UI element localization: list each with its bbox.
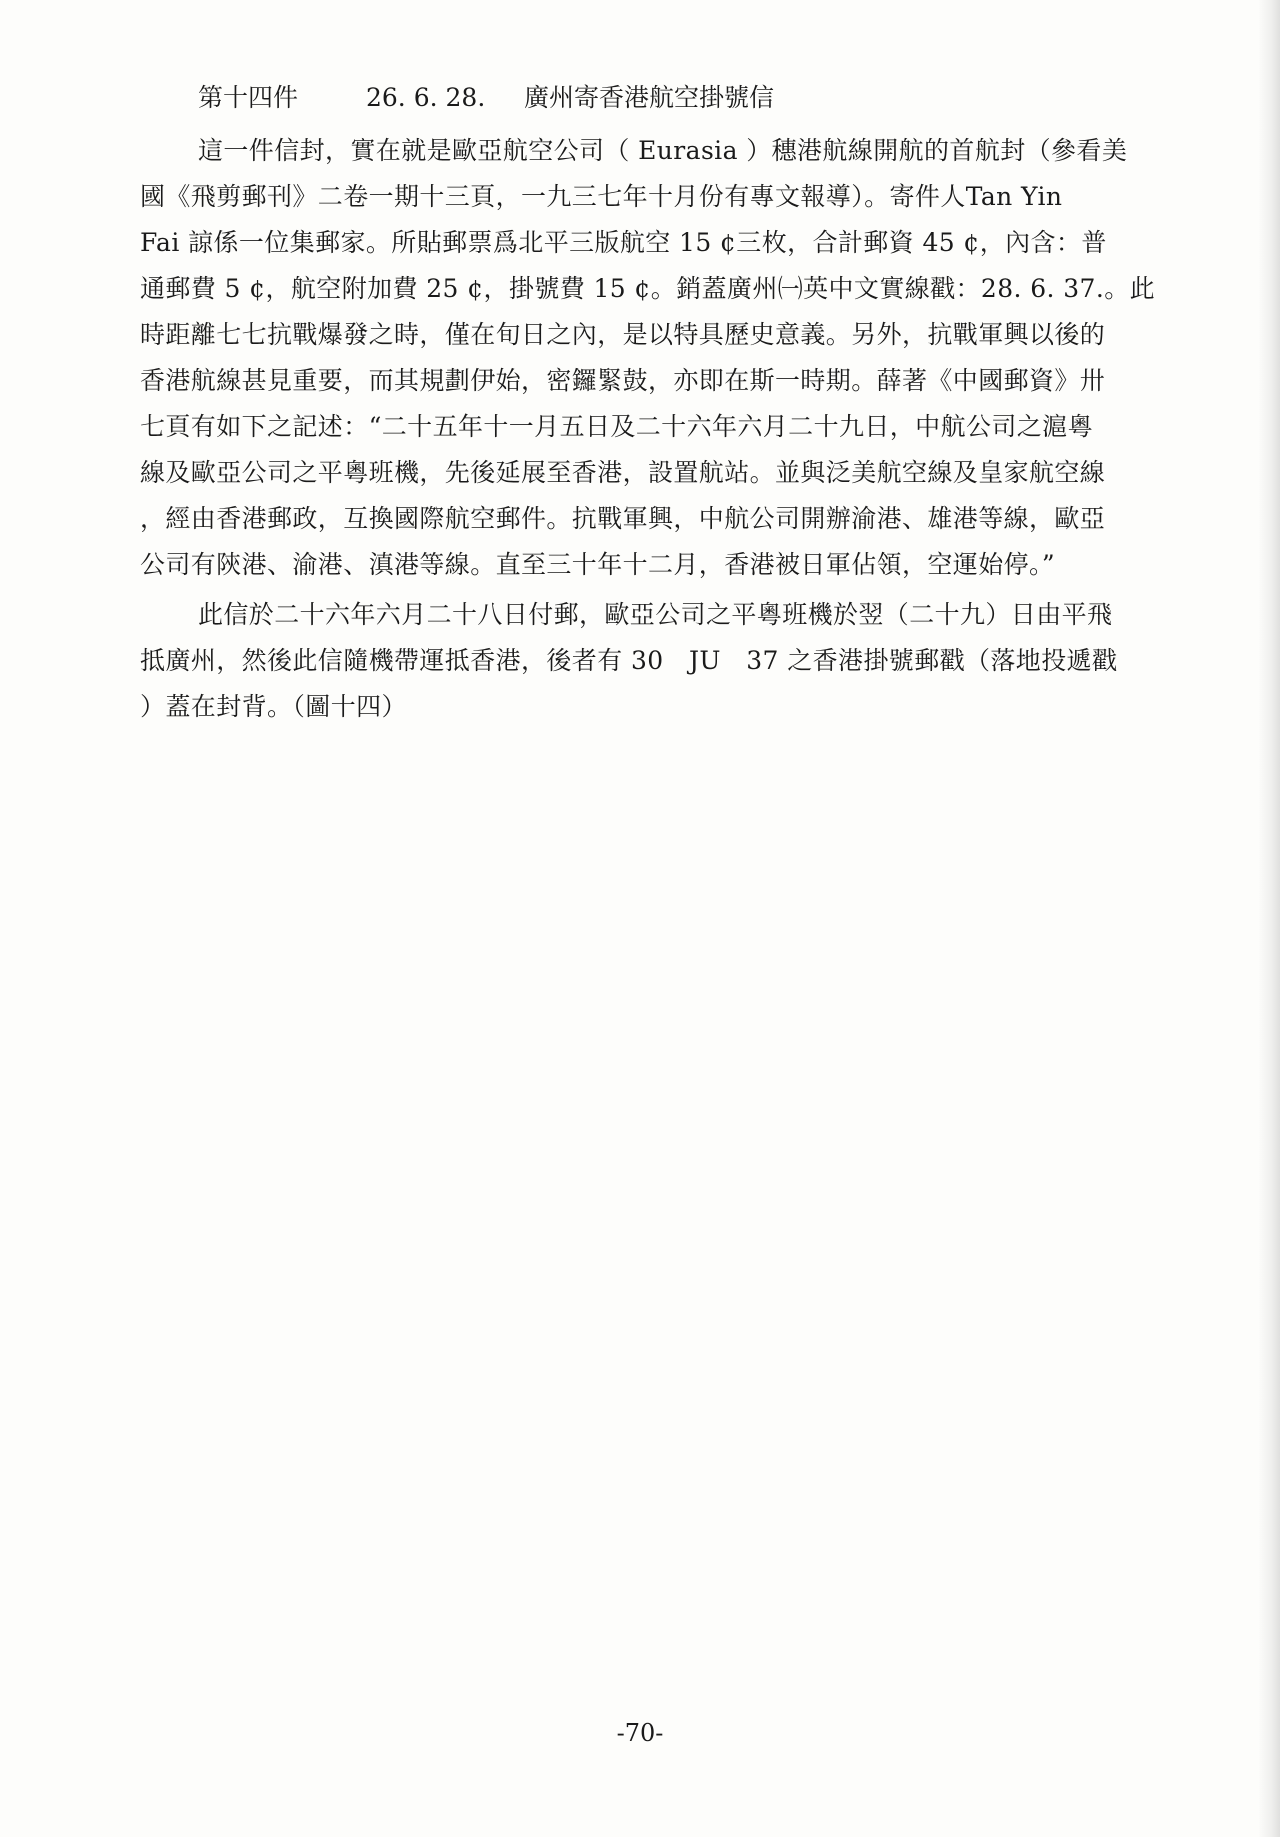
item-number: 第十四件 <box>198 83 299 112</box>
paragraph-1 <box>140 128 1202 588</box>
paragraph-2 <box>140 592 1202 730</box>
text-line: 七頁有如下之記述：“二十五年十一月五日及二十六年六月二十九日，中航公司之滬粵 <box>140 412 1093 441</box>
text-line: 這一件信封，實在就是歐亞航空公司（ Eurasia ）穗港航線開航的首航封（參看美 <box>198 136 1128 165</box>
section-heading <box>140 78 1202 118</box>
text-line: 線及歐亞公司之平粵班機，先後延展至香港，設置航站。並與泛美航空線及皇家航空線 <box>140 458 1106 487</box>
page-number: -70- <box>616 1719 664 1747</box>
scan-shadow-edge <box>1258 0 1280 1837</box>
text-line: Fai 諒係一位集郵家。所貼郵票爲北平三版航空 15 ¢三枚，合計郵資 45 ¢，內含：普 <box>140 228 1107 257</box>
text-line: ，經由香港郵政，互換國際航空郵件。抗戰軍興，中航公司開辦渝港、雄港等線，歐亞 <box>140 504 1106 533</box>
document-page <box>140 78 1202 730</box>
text-line: ）蓋在封背。（圖十四） <box>140 692 407 721</box>
text-line: 國《飛剪郵刊》二卷一期十三頁，一九三七年十月份有專文報導）。寄件人Tan Yin <box>140 182 1063 211</box>
text-line: 通郵費 5 ¢，航空附加費 25 ¢，掛號費 15 ¢。銷蓋廣州㈠英中文實線戳：28. 6. 37.。此 <box>140 274 1155 303</box>
text-line: 公司有陝港、渝港、滇港等線。直至三十年十二月，香港被日軍佔領，空運始停。” <box>140 550 1056 579</box>
item-date: 26. 6. 28. <box>366 83 486 112</box>
item-title: 廣州寄香港航空掛號信 <box>524 83 775 112</box>
text-line: 抵廣州，然後此信隨機帶運抵香港，後者有 30 JU 37 之香港掛號郵戳（落地投遞戳 <box>140 646 1118 675</box>
text-line: 香港航線甚見重要，而其規劃伊始，密鑼緊鼓，亦即在斯一時期。薛著《中國郵資》卅 <box>140 366 1106 395</box>
text-line: 時距離七七抗戰爆發之時，僅在旬日之內，是以特具歷史意義。另外，抗戰軍興以後的 <box>140 320 1106 349</box>
text-line: 此信於二十六年六月二十八日付郵，歐亞公司之平粵班機於翌（二十九）日由平飛 <box>198 600 1113 629</box>
